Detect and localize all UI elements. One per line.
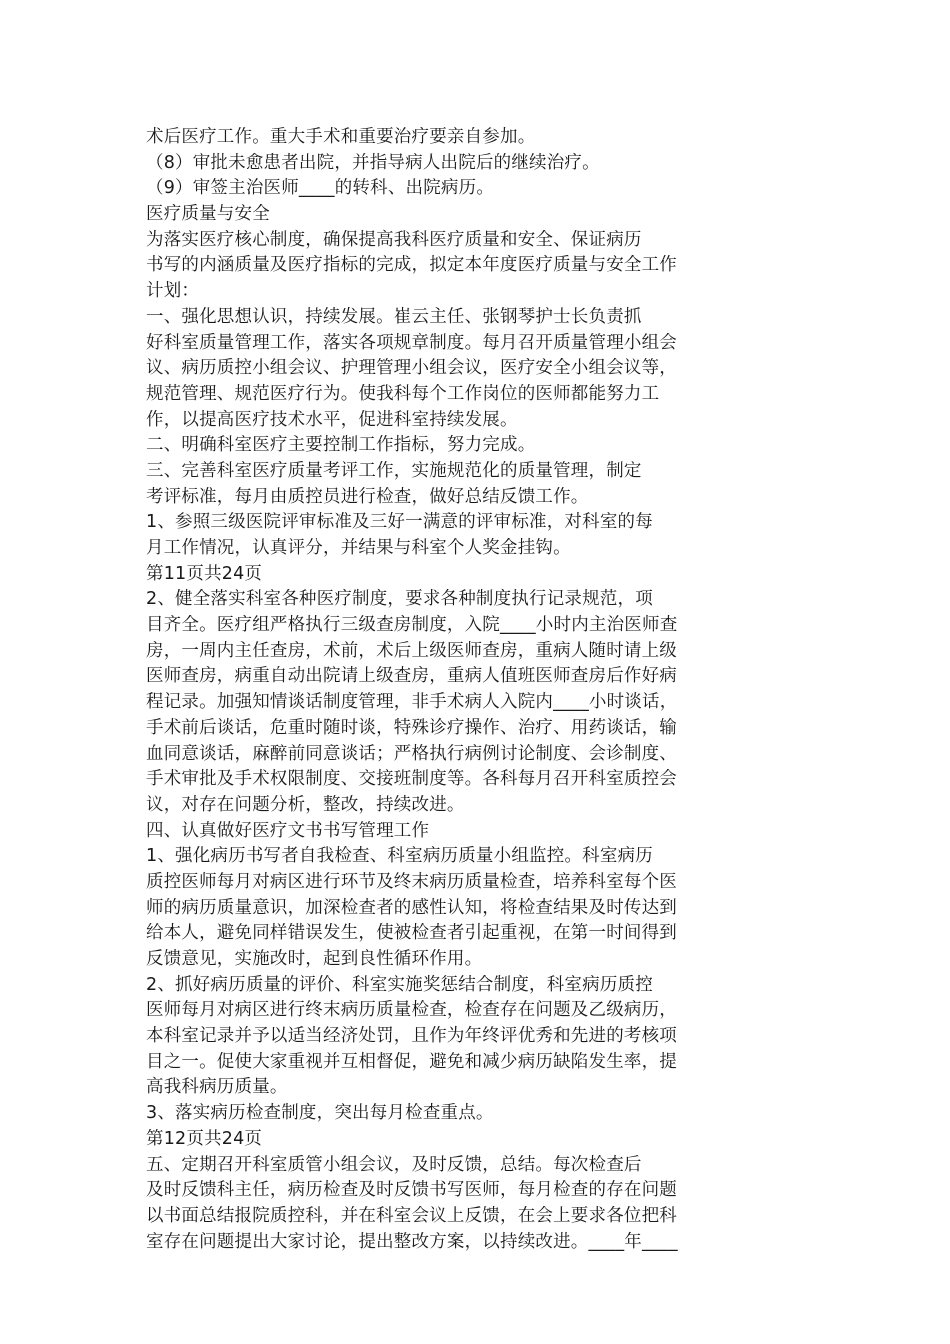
text-line: 高我科病历质量。 — [146, 1077, 288, 1098]
text-line: 及时反馈科主任，病历检查及时反馈书写医师，每月检查的存在问题 — [146, 1180, 677, 1201]
text-line: 好科室质量管理工作，落实各项规章制度。每月召开质量管理小组会 — [146, 332, 677, 353]
text-line: 议、病历质控小组会议、护理管理小组会议，医疗安全小组会议等， — [146, 358, 677, 379]
text-line: 以书面总结报院质控科，并在科室会议上反馈，在会上要求各位把科 — [146, 1205, 677, 1226]
text-line: 手术前后谈话，危重时随时谈，特殊诊疗操作、治疗、用药谈话，输 — [146, 717, 677, 738]
text-line: 规范管理、规范医疗行为。使我科每个工作岗位的医师都能努力工 — [146, 383, 660, 404]
text-line: 1、强化病历书写者自我检查、科室病历质量小组监控。科室病历 — [146, 846, 653, 867]
text-line: 师的病历质量意识，加深检查者的感性认知，将检查结果及时传达到 — [146, 897, 677, 918]
text-line: 医疗质量与安全 — [146, 204, 270, 225]
text-line: 给本人，避免同样错误发生，使被检查者引起重视，在第一时间得到 — [146, 923, 677, 944]
text-line: 二、明确科室医疗主要控制工作指标，努力完成。 — [146, 435, 536, 456]
text-line: 反馈意见，实施改时，起到良性循环作用。 — [146, 949, 483, 969]
text-line: 质控医师每月对病区进行环节及终末病历质量检查，培养科室每个医 — [146, 871, 677, 892]
text-line: 一、强化思想认识，持续发展。崔云主任、张钢琴护士长负责抓 — [146, 306, 642, 327]
text-line: （8）审批未愈患者出院，并指导病人出院后的继续治疗。 — [146, 152, 600, 173]
text-line: 目之一。促使大家重视并互相督促，避免和减少病历缺陷发生率，提 — [146, 1051, 677, 1072]
text-line: 室存在问题提出大家讨论，提出整改方案，以持续改进。____年____ — [146, 1231, 678, 1252]
text-line: 术后医疗工作。重大手术和重要治疗要亲自参加。 — [146, 127, 536, 147]
text-line: 房，一周内主任查房，术前，术后上级医师查房，重病人随时请上级 — [146, 640, 677, 661]
text-line: 第12页共24页 — [146, 1128, 263, 1149]
text-line: 四、认真做好医疗文书书写管理工作 — [146, 820, 430, 841]
text-line: 2、抓好病历质量的评价、科室实施奖惩结合制度，科室病历质控 — [146, 974, 653, 995]
text-line: 作，以提高医疗技术水平，促进科室持续发展。 — [146, 409, 518, 430]
text-line: 议，对存在问题分析，整改，持续改进。 — [146, 794, 465, 815]
text-line: 月工作情况，认真评分，并结果与科室个人奖金挂钩。 — [146, 538, 571, 558]
text-line: 书写的内涵质量及医疗指标的完成，拟定本年度医疗质量与安全工作 — [146, 255, 677, 276]
text-line: 手术审批及手术权限制度、交接班制度等。各科每月召开科室质控会 — [146, 769, 677, 790]
text-line: 第11页共24页 — [146, 563, 263, 584]
text-line: 目齐全。医疗组严格执行三级查房制度，入院____小时内主治医师查 — [146, 615, 678, 636]
text-line: 血同意谈话，麻醉前同意谈话；严格执行病例讨论制度、会诊制度、 — [146, 743, 677, 764]
text-line: 计划： — [146, 281, 200, 302]
text-line: 医师查房，病重自动出院请上级查房，重病人值班医师查房后作好病 — [146, 666, 677, 687]
text-line: 1、参照三级医院评审标准及三好一满意的评审标准，对科室的每 — [146, 512, 653, 533]
text-line: 三、完善科室医疗质量考评工作，实施规范化的质量管理，制定 — [146, 460, 642, 481]
text-line: （9）审签主治医师____的转科、出院病历。 — [146, 178, 495, 199]
text-line: 2、健全落实科室各种医疗制度，要求各种制度执行记录规范，项 — [146, 589, 653, 610]
document-page — [146, 125, 726, 1255]
text-line: 五、定期召开科室质管小组会议，及时反馈，总结。每次检查后 — [146, 1154, 642, 1175]
text-line: 医师每月对病区进行终末病历质量检查，检查存在问题及乙级病历， — [146, 1000, 677, 1021]
text-line: 考评标准，每月由质控员进行检查，做好总结反馈工作。 — [146, 486, 589, 507]
text-line: 为落实医疗核心制度，确保提高我科医疗质量和安全、保证病历 — [146, 229, 642, 250]
text-line: 程记录。加强知情谈话制度管理，非手术病人入院内____小时谈话， — [146, 692, 678, 713]
text-line: 3、落实病历检查制度，突出每月检查重点。 — [146, 1103, 494, 1124]
text-line: 本科室记录并予以适当经济处罚，且作为年终评优秀和先进的考核项 — [146, 1026, 677, 1047]
